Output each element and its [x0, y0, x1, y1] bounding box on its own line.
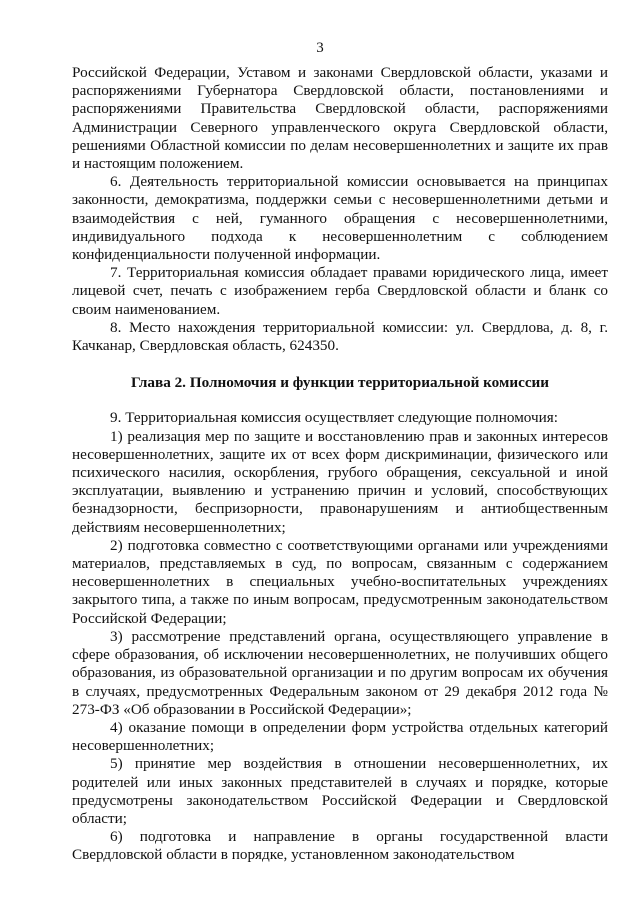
subitem-1: 1) реализация мер по защите и восстановлению прав и законных интересов несовершеннолетних, защите их от всех форм дискриминации, физического или психического насилия, оскорбления, грубого обращения, сексуальной и иной эксплуатации, выявлению и устранению причин и условий, способствующих безнадзорности, беспризорности, правонарушениям и антиобщественным действиям несовершеннолетних; — [72, 427, 608, 536]
paragraph-item-6: 6. Деятельность территориальной комиссии основывается на принципах законности, демократизма, поддержки семьи с несовершеннолетними детьми и взаимодействия с ней, гуманного обращения с несовершеннолетними, индивидуального подхода к несовершеннолетним с соблюдением конфиденциальности полученной информации. — [72, 173, 608, 264]
paragraph-continuation: Российской Федерации, Уставом и законами Свердловской области, указами и распоряжениями Губернатора Свердловской области, постановлениями и распоряжениями Правительства Свердловской области, распоряжениями Администрации Северного управленческого округа Свердловской области, решениями Областной комиссии по делам несовершеннолетних и защите их прав и настоящим положением. — [72, 64, 608, 173]
subitem-4: 4) оказание помощи в определении форм устройства отдельных категорий несовершеннолетних; — [72, 718, 608, 755]
chapter-heading: Глава 2. Полномочия и функции территориальной комиссии — [130, 374, 550, 392]
paragraph-item-8: 8. Место нахождения территориальной комиссии: ул. Свердлова, д. 8, г. Качканар, Свердловская область, 624350. — [72, 318, 608, 355]
document-body — [72, 64, 608, 865]
subitem-2: 2) подготовка совместно с соответствующими органами или учреждениями материалов, представляемых в суд, по вопросам, связанным с содержанием несовершеннолетних в специальных учебно-воспитательных учреждениях закрытого типа, а также по иным вопросам, предусмотренным законодательством Российской Федерации; — [72, 536, 608, 627]
paragraph-item-7: 7. Территориальная комиссия обладает правами юридического лица, имеет лицевой счет, печать с изображением герба Свердловской области и бланк со своим наименованием. — [72, 264, 608, 318]
subitem-5: 5) принятие мер воздействия в отношении несовершеннолетних, их родителей или иных законных представителей в случаях и порядке, которые предусмотрены законодательством Российской Федерации и Свердловской области; — [72, 755, 608, 827]
subitem-3: 3) рассмотрение представлений органа, осуществляющего управление в сфере образования, об исключении несовершеннолетних, не получивших общего образования, из образовательной организации и по другим вопросам их обучения в случаях, предусмотренных Федеральным законом от 29 декабря 2012 года № 273-ФЗ «Об образовании в Российской Федерации»; — [72, 627, 608, 718]
paragraph-item-9: 9. Территориальная комиссия осуществляет следующие полномочия: — [110, 409, 558, 427]
page-number: 3 — [316, 40, 324, 56]
subitem-6: 6) подготовка и направление в органы государственной власти Свердловской области в порядке, установленном законодательством — [72, 828, 608, 864]
